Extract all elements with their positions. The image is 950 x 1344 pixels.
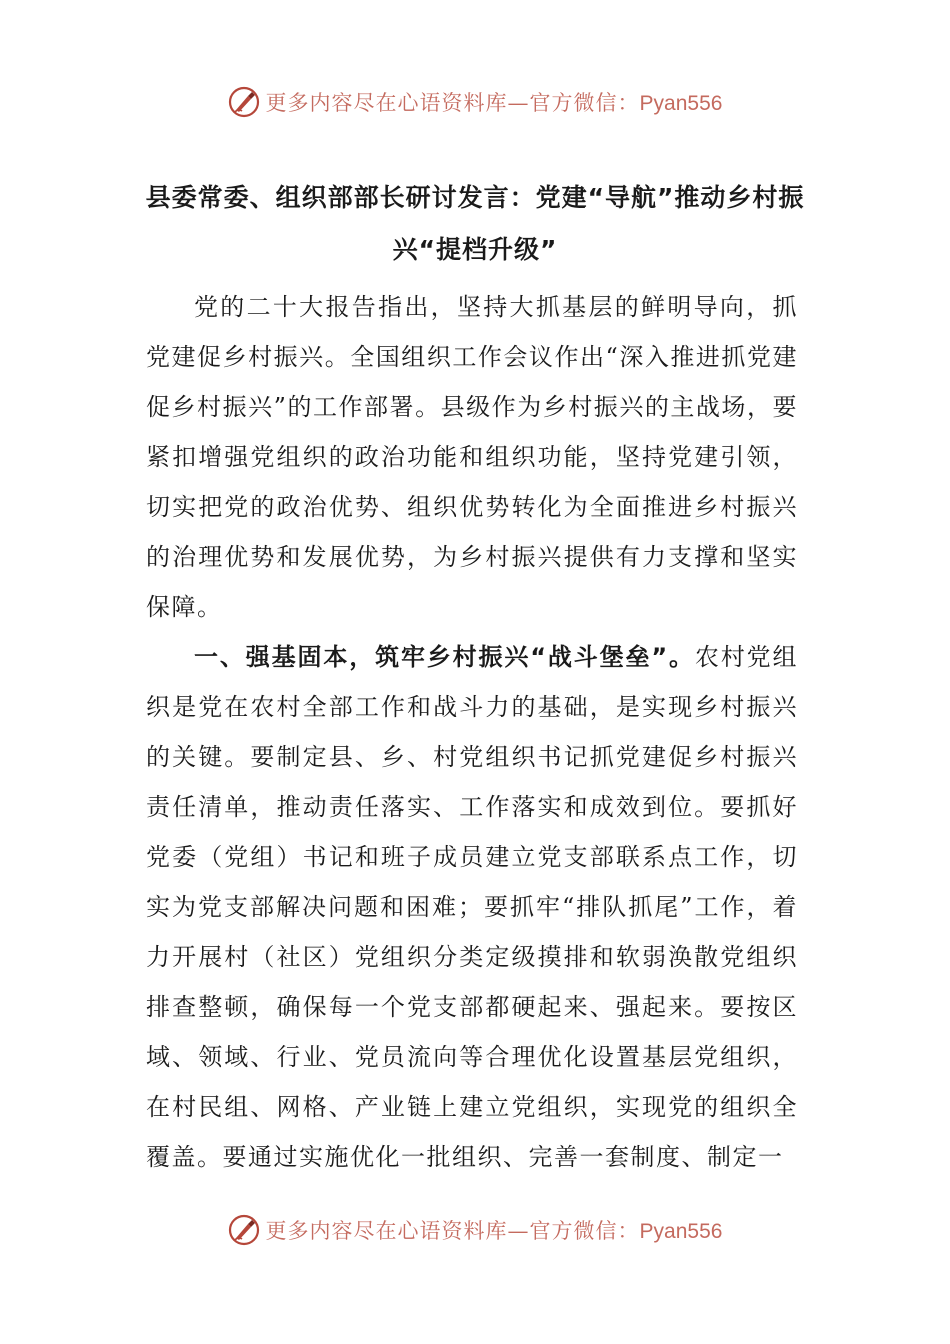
header-watermark	[0, 82, 950, 122]
section-1-heading: 一、强基固本，筑牢乡村振兴“战斗堡垒”。	[194, 643, 695, 671]
section-1-paragraph	[146, 632, 798, 1182]
intro-paragraph: 党的二十大报告指出，坚持大抓基层的鲜明导向，抓党建促乡村振兴。全国组织工作会议作出“深入推进抓党建促乡村振兴”的工作部署。县级作为乡村振兴的主战场，要紧扣增强党组织的政治功能和组织功能，坚持党建引领，切实把党的政治优势、组织优势转化为全面推进乡村振兴的治理优势和发展优势，为乡村振兴提供有力支撑和坚实保障。	[146, 293, 798, 621]
document-title: 县委常委、组织部部长研讨发言：党建“导航”推动乡村振兴“提档升级”	[145, 183, 805, 264]
watermark-text: 更多内容尽在心语资料库—官方微信：Pyan556	[265, 91, 723, 115]
pen-logo-icon	[228, 86, 260, 118]
document-body	[146, 282, 798, 1182]
watermark-text: 更多内容尽在心语资料库—官方微信：Pyan556	[265, 1219, 723, 1243]
pen-logo-icon	[228, 1214, 260, 1246]
footer-watermark	[0, 1210, 950, 1250]
section-1-text: 农村党组织是党在农村全部工作和战斗力的基础，是实现乡村振兴的关键。要制定县、乡、村党组织书记抓党建促乡村振兴责任清单，推动责任落实、工作落实和成效到位。要抓好党委（党组）书记和班子成员建立党支部联系点工作，切实为党支部解决问题和困难；要抓牢“排队抓尾”工作，着力开展村（社区）党组织分类定级摸排和软弱涣散党组织排查整顿，确保每一个党支部都硬起来、强起来。要按区域、领域、行业、党员流向等合理优化设置基层党组织，在村民组、网格、产业链上建立党组织，实现党的组织全覆盖。要通过实施优化一批组织、完善一套制度、制定一	[146, 643, 799, 1171]
